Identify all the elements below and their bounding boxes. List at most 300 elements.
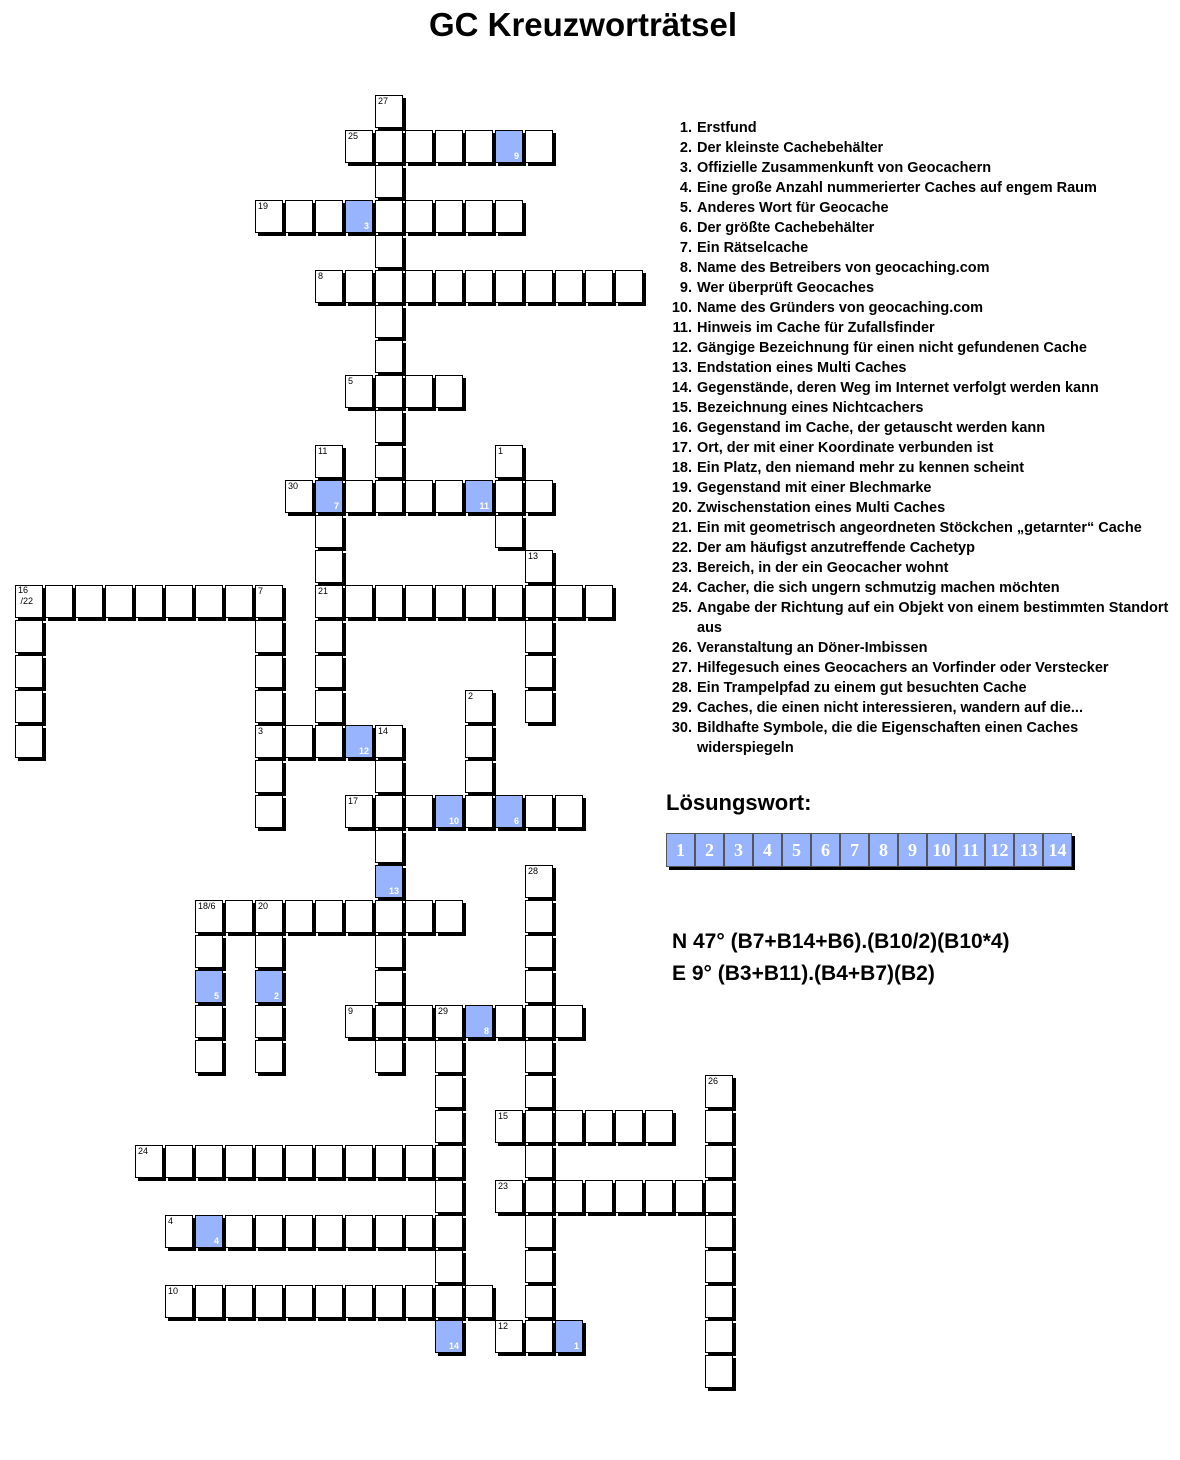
crossword-cell[interactable]	[345, 1005, 373, 1038]
crossword-cell[interactable]	[375, 830, 403, 863]
solution-word-cell[interactable]: 12	[985, 833, 1014, 867]
crossword-cell[interactable]	[525, 1040, 553, 1073]
clue-item-number: 3.	[679, 160, 692, 176]
crossword-cell[interactable]	[345, 130, 373, 163]
clue-item	[668, 458, 1173, 478]
crossword-cell[interactable]	[435, 585, 463, 618]
crossword-cell[interactable]	[255, 585, 283, 618]
crossword-cell[interactable]	[285, 1285, 313, 1318]
crossword-cell[interactable]	[315, 515, 343, 548]
crossword-cell[interactable]	[555, 1180, 583, 1213]
crossword-cell[interactable]	[405, 130, 433, 163]
crossword-cell[interactable]	[375, 760, 403, 793]
crossword-cell[interactable]	[705, 1075, 733, 1108]
crossword-cell[interactable]	[675, 1180, 703, 1213]
clue-item-text: Gängige Bezeichnung für einen nicht gefundenen Cache	[697, 340, 1087, 356]
crossword-cell[interactable]	[315, 725, 343, 758]
crossword-cell[interactable]	[345, 1285, 373, 1318]
crossword-cell[interactable]	[225, 1145, 253, 1178]
crossword-cell[interactable]	[645, 1110, 673, 1143]
clue-item-number: 16.	[671, 420, 692, 436]
crossword-cell[interactable]	[555, 795, 583, 828]
crossword-cell[interactable]	[705, 1355, 733, 1388]
crossword-cell[interactable]	[315, 270, 343, 303]
crossword-cell[interactable]	[435, 200, 463, 233]
crossword-cell[interactable]	[345, 795, 373, 828]
clue-item-text: Der größte Cachebehälter	[697, 220, 875, 236]
clue-item-text: Endstation eines Multi Caches	[697, 360, 907, 376]
clue-number: 9	[348, 1006, 354, 1016]
crossword-cell[interactable]	[525, 620, 553, 653]
crossword-cell[interactable]	[255, 935, 283, 968]
crossword-cell[interactable]	[645, 1180, 673, 1213]
clue-item-number: 23.	[671, 560, 692, 576]
solution-word-cell[interactable]: 1	[666, 833, 695, 867]
crossword-cell[interactable]	[15, 620, 43, 653]
crossword-cell[interactable]	[525, 1250, 553, 1283]
crossword-cell[interactable]	[435, 1145, 463, 1178]
crossword-cell[interactable]	[465, 270, 493, 303]
solution-word-cell[interactable]: 6	[811, 833, 840, 867]
crossword-cell[interactable]	[435, 130, 463, 163]
crossword-cell[interactable]	[375, 200, 403, 233]
crossword-cell[interactable]	[195, 1285, 223, 1318]
solution-index: 5	[213, 991, 219, 1001]
crossword-cell[interactable]	[705, 1180, 733, 1213]
crossword-cell[interactable]	[375, 1285, 403, 1318]
crossword-cell[interactable]	[375, 1040, 403, 1073]
clue-item-text: Ein Trampelpfad zu einem gut besuchten Cache	[697, 680, 1027, 696]
clue-item-number: 24.	[671, 580, 692, 596]
crossword-cell[interactable]	[405, 1215, 433, 1248]
clue-number: 11	[318, 446, 328, 456]
crossword-cell[interactable]	[435, 1005, 463, 1038]
clue-item	[668, 558, 1173, 578]
crossword-cell[interactable]	[615, 270, 643, 303]
crossword-cell[interactable]	[495, 445, 523, 478]
crossword-cell[interactable]	[255, 725, 283, 758]
crossword-cell[interactable]	[465, 130, 493, 163]
crossword-cell[interactable]	[375, 725, 403, 758]
crossword-cell[interactable]	[255, 900, 283, 933]
crossword-cell[interactable]	[105, 585, 133, 618]
crossword-cell[interactable]	[435, 480, 463, 513]
clue-item	[668, 498, 1173, 518]
crossword-cell[interactable]	[285, 1215, 313, 1248]
crossword-cell[interactable]	[315, 480, 343, 513]
crossword-cell[interactable]	[465, 1005, 493, 1038]
crossword-cell[interactable]	[705, 1250, 733, 1283]
crossword-cell[interactable]	[315, 655, 343, 688]
solution-index: 2	[273, 991, 279, 1001]
crossword-cell[interactable]	[405, 1145, 433, 1178]
clue-item-number: 27.	[671, 660, 692, 676]
crossword-cell[interactable]	[225, 1215, 253, 1248]
crossword-cell[interactable]	[435, 375, 463, 408]
clue-item	[668, 218, 1173, 238]
crossword-cell[interactable]	[255, 1040, 283, 1073]
crossword-cell[interactable]	[705, 1110, 733, 1143]
clue-number: 27	[378, 96, 389, 106]
crossword-cell[interactable]	[405, 200, 433, 233]
clue-number: 28	[528, 866, 539, 876]
crossword-cell[interactable]	[435, 1215, 463, 1248]
crossword-cell[interactable]	[495, 585, 523, 618]
crossword-cell[interactable]	[495, 1180, 523, 1213]
crossword-cell[interactable]	[315, 690, 343, 723]
crossword-cell[interactable]	[165, 585, 193, 618]
crossword-cell[interactable]	[15, 725, 43, 758]
crossword-cell[interactable]	[375, 795, 403, 828]
crossword-cell[interactable]	[255, 795, 283, 828]
clue-number: 12	[498, 1321, 509, 1331]
clue-item-text: Name des Gründers von geocaching.com	[697, 300, 984, 316]
crossword-cell[interactable]	[15, 690, 43, 723]
crossword-cell[interactable]	[165, 1215, 193, 1248]
clue-item	[668, 398, 1173, 418]
crossword-cell[interactable]	[405, 900, 433, 933]
clue-item	[668, 698, 1173, 718]
clue-number: 4	[168, 1216, 174, 1226]
crossword-cell[interactable]	[705, 1320, 733, 1353]
clue-item-text: Eine große Anzahl nummerierter Caches auf engem Raum	[697, 180, 1097, 196]
crossword-cell[interactable]	[315, 200, 343, 233]
clue-number: 30	[288, 481, 299, 491]
solution-word-cell[interactable]: 11	[956, 833, 985, 867]
crossword-cell[interactable]	[255, 970, 283, 1003]
clue-number: 13	[528, 551, 539, 561]
crossword-cell[interactable]	[195, 585, 223, 618]
clue-number: 29	[438, 1006, 449, 1016]
crossword-cell[interactable]	[555, 1110, 583, 1143]
crossword-cell[interactable]	[465, 725, 493, 758]
crossword-cell[interactable]	[615, 1110, 643, 1143]
crossword-cell[interactable]	[495, 130, 523, 163]
clue-number: 26	[708, 1076, 719, 1086]
crossword-cell[interactable]	[345, 375, 373, 408]
crossword-cell[interactable]	[255, 1145, 283, 1178]
solution-word-label: Lösungswort:	[666, 790, 812, 815]
crossword-cell[interactable]	[435, 795, 463, 828]
clue-item	[668, 198, 1173, 218]
crossword-cell[interactable]	[255, 200, 283, 233]
crossword-cell[interactable]	[525, 1075, 553, 1108]
crossword-cell[interactable]	[495, 1005, 523, 1038]
clue-number: 25	[348, 131, 359, 141]
crossword-cell[interactable]	[525, 1110, 553, 1143]
clue-item-number: 28.	[671, 680, 692, 696]
crossword-cell[interactable]	[525, 900, 553, 933]
solution-word-cell[interactable]: 10	[927, 833, 956, 867]
crossword-cell[interactable]	[135, 585, 163, 618]
crossword-cell[interactable]	[435, 1250, 463, 1283]
crossword-cell[interactable]	[405, 480, 433, 513]
crossword-cell[interactable]	[525, 480, 553, 513]
crossword-cell[interactable]	[15, 655, 43, 688]
clue-item-number: 8.	[679, 260, 692, 276]
clue-item	[668, 238, 1173, 258]
solution-index: 10	[448, 816, 459, 826]
clue-item-number: 6.	[679, 220, 692, 236]
crossword-cell[interactable]	[345, 900, 373, 933]
crossword-cell[interactable]	[465, 795, 493, 828]
solution-word-cell[interactable]: 2	[695, 833, 724, 867]
crossword-cell[interactable]	[585, 1180, 613, 1213]
clue-item-number: 22.	[671, 540, 692, 556]
clue-item-number: 20.	[671, 500, 692, 516]
solution-index: 3	[363, 221, 369, 231]
crossword-cell[interactable]	[525, 935, 553, 968]
crossword-cell[interactable]	[75, 585, 103, 618]
clue-item-text: Caches, die einen nicht interessieren, wandern auf die...	[697, 700, 1083, 716]
crossword-cell[interactable]	[405, 1285, 433, 1318]
crossword-cell[interactable]	[465, 760, 493, 793]
crossword-cell[interactable]	[405, 375, 433, 408]
solution-word-cell[interactable]: 4	[753, 833, 782, 867]
crossword-cell[interactable]	[525, 690, 553, 723]
crossword-cell[interactable]	[195, 970, 223, 1003]
crossword-cell[interactable]	[225, 900, 253, 933]
crossword-cell[interactable]	[255, 620, 283, 653]
clue-item-text: Zwischenstation eines Multi Caches	[697, 500, 946, 516]
crossword-cell[interactable]	[405, 270, 433, 303]
solution-word-cell[interactable]: 14	[1043, 833, 1072, 867]
crossword-cell[interactable]	[375, 1215, 403, 1248]
crossword-cell[interactable]	[225, 585, 253, 618]
crossword-cell[interactable]	[525, 655, 553, 688]
crossword-cell[interactable]	[405, 585, 433, 618]
clue-item	[668, 258, 1173, 278]
crossword-cell[interactable]	[195, 1005, 223, 1038]
crossword-cell[interactable]	[555, 1320, 583, 1353]
crossword-cell[interactable]	[495, 795, 523, 828]
crossword-cell[interactable]	[345, 1145, 373, 1178]
clue-number: 21	[318, 586, 329, 596]
solution-word-row	[666, 833, 1072, 867]
crossword-cell[interactable]	[375, 1005, 403, 1038]
clue-number: 17	[348, 796, 359, 806]
clue-item-number: 7.	[679, 240, 692, 256]
clue-item-number: 26.	[671, 640, 692, 656]
crossword-cell[interactable]	[555, 270, 583, 303]
clue-item-text: Bezeichnung eines Nichtcachers	[697, 400, 924, 416]
clue-item-text: Name des Betreibers von geocaching.com	[697, 260, 990, 276]
crossword-cell[interactable]	[15, 585, 43, 618]
crossword-cell[interactable]	[555, 585, 583, 618]
crossword-cell[interactable]	[375, 305, 403, 338]
crossword-cell[interactable]	[585, 270, 613, 303]
crossword-cell[interactable]	[195, 1215, 223, 1248]
clue-item	[668, 318, 1173, 338]
clue-item-text: Hilfegesuch eines Geocachers an Vorfinder oder Verstecker	[697, 660, 1109, 676]
page-title: GC Kreuzworträtsel	[428, 6, 738, 43]
solution-word-cell[interactable]: 5	[782, 833, 811, 867]
crossword-cell[interactable]	[285, 480, 313, 513]
crossword-cell[interactable]	[525, 1285, 553, 1318]
crossword-cell[interactable]	[285, 1145, 313, 1178]
crossword-cell[interactable]	[525, 1215, 553, 1248]
crossword-cell[interactable]	[375, 970, 403, 1003]
clue-number: 2	[468, 691, 474, 701]
crossword-cell[interactable]	[315, 585, 343, 618]
crossword-cell[interactable]	[495, 515, 523, 548]
crossword-cell[interactable]	[465, 1285, 493, 1318]
crossword-cell[interactable]	[375, 585, 403, 618]
crossword-cell[interactable]	[345, 480, 373, 513]
clue-item-number: 19.	[671, 480, 692, 496]
coordinate-north: N 47° (B7+B14+B6).(B10/2)(B10*4)	[672, 930, 1010, 953]
solution-index: 7	[333, 501, 339, 511]
crossword-cell[interactable]	[435, 900, 463, 933]
crossword-cell[interactable]	[345, 200, 373, 233]
crossword-cell[interactable]	[525, 795, 553, 828]
crossword-cell[interactable]	[375, 340, 403, 373]
crossword-cell[interactable]	[225, 1285, 253, 1318]
crossword-cell[interactable]	[705, 1285, 733, 1318]
crossword-cell[interactable]	[435, 1040, 463, 1073]
crossword-cell[interactable]	[195, 1145, 223, 1178]
crossword-cell[interactable]	[405, 795, 433, 828]
crossword-cell[interactable]	[525, 585, 553, 618]
solution-word-cell[interactable]: 3	[724, 833, 753, 867]
crossword-cell[interactable]	[345, 1215, 373, 1248]
crossword-cell[interactable]	[555, 1005, 583, 1038]
crossword-cell[interactable]	[195, 1040, 223, 1073]
crossword-cell[interactable]	[345, 725, 373, 758]
crossword-cell[interactable]	[375, 130, 403, 163]
crossword-cell[interactable]	[525, 550, 553, 583]
clue-number: 15	[498, 1111, 509, 1121]
crossword-cell[interactable]	[465, 200, 493, 233]
crossword-cell[interactable]	[525, 130, 553, 163]
solution-word-cell[interactable]: 7	[840, 833, 869, 867]
crossword-cell[interactable]	[255, 1285, 283, 1318]
clue-item-number: 5.	[679, 200, 692, 216]
clue-item-number: 4.	[679, 180, 692, 196]
crossword-cell[interactable]	[345, 270, 373, 303]
crossword-cell[interactable]	[375, 865, 403, 898]
solution-word-cell[interactable]: 13	[1014, 833, 1043, 867]
solution-word-cell[interactable]: 8	[869, 833, 898, 867]
clue-item-text: Hinweis im Cache für Zufallsfinder	[697, 320, 935, 336]
crossword-cell[interactable]	[465, 585, 493, 618]
crossword-cell[interactable]	[45, 585, 73, 618]
crossword-cell[interactable]	[525, 865, 553, 898]
clue-number: 3	[258, 726, 264, 736]
crossword-cell[interactable]	[255, 1005, 283, 1038]
clue-item-number: 13.	[671, 360, 692, 376]
crossword-cell[interactable]	[375, 410, 403, 443]
crossword-cell[interactable]	[525, 1005, 553, 1038]
crossword-cell[interactable]	[495, 1320, 523, 1353]
crossword-cell[interactable]	[285, 900, 313, 933]
crossword-cell[interactable]	[315, 550, 343, 583]
clue-number: 24	[138, 1146, 149, 1156]
crossword-cell[interactable]	[195, 935, 223, 968]
crossword-cell[interactable]	[255, 1215, 283, 1248]
crossword-cell[interactable]	[435, 1320, 463, 1353]
crossword-cell[interactable]	[285, 200, 313, 233]
solution-index: 6	[513, 816, 519, 826]
crossword-cell[interactable]	[435, 1110, 463, 1143]
crossword-cell[interactable]	[315, 445, 343, 478]
coordinate-east: E 9° (B3+B11).(B4+B7)(B2)	[672, 962, 935, 985]
crossword-cell[interactable]	[435, 1075, 463, 1108]
clue-item-text: Der am häufigst anzutreffende Cachetyp	[697, 540, 975, 556]
crossword-cell[interactable]	[375, 1145, 403, 1178]
crossword-cell[interactable]	[345, 585, 373, 618]
solution-word-cell[interactable]: 9	[898, 833, 927, 867]
crossword-cell[interactable]	[375, 480, 403, 513]
crossword-cell[interactable]	[435, 1180, 463, 1213]
crossword-cell[interactable]	[255, 760, 283, 793]
crossword-cell[interactable]	[465, 480, 493, 513]
crossword-cell[interactable]	[465, 690, 493, 723]
crossword-cell[interactable]	[165, 1285, 193, 1318]
crossword-cell[interactable]	[525, 270, 553, 303]
crossword-cell[interactable]	[375, 95, 403, 128]
crossword-cell[interactable]	[705, 1145, 733, 1178]
clue-item	[668, 718, 1173, 758]
clue-list	[668, 118, 1173, 758]
clue-number: 16 /22	[18, 585, 34, 606]
crossword-cell[interactable]	[435, 1285, 463, 1318]
crossword-cell[interactable]	[195, 900, 223, 933]
crossword-cell[interactable]	[525, 970, 553, 1003]
crossword-cell[interactable]	[495, 200, 523, 233]
crossword-cell[interactable]	[375, 375, 403, 408]
crossword-cell[interactable]	[375, 445, 403, 478]
clue-number: 14	[378, 726, 389, 736]
crossword-cell[interactable]	[165, 1145, 193, 1178]
clue-item-number: 21.	[671, 520, 692, 536]
crossword-cell[interactable]	[495, 480, 523, 513]
crossword-cell[interactable]	[135, 1145, 163, 1178]
crossword-cell[interactable]	[375, 165, 403, 198]
crossword-cell[interactable]	[585, 1110, 613, 1143]
crossword-cell[interactable]	[375, 900, 403, 933]
clue-item	[668, 378, 1173, 398]
crossword-cell[interactable]	[315, 900, 343, 933]
clue-item-number: 14.	[671, 380, 692, 396]
crossword-cell[interactable]	[375, 935, 403, 968]
crossword-cell[interactable]	[705, 1215, 733, 1248]
crossword-cell[interactable]	[255, 690, 283, 723]
clue-number: 18/6	[198, 901, 216, 911]
crossword-cell[interactable]	[495, 1110, 523, 1143]
crossword-cell[interactable]	[405, 1005, 433, 1038]
crossword-cell[interactable]	[315, 1145, 343, 1178]
clue-number: 20	[258, 901, 269, 911]
crossword-cell[interactable]	[615, 1180, 643, 1213]
clue-item	[668, 118, 1173, 138]
crossword-cell[interactable]	[315, 1215, 343, 1248]
crossword-cell[interactable]	[525, 1145, 553, 1178]
crossword-cell[interactable]	[585, 585, 613, 618]
crossword-cell[interactable]	[525, 1320, 553, 1353]
crossword-cell[interactable]	[375, 235, 403, 268]
crossword-cell[interactable]	[375, 270, 403, 303]
crossword-cell[interactable]	[255, 655, 283, 688]
crossword-cell[interactable]	[315, 1285, 343, 1318]
crossword-cell[interactable]	[495, 270, 523, 303]
crossword-cell[interactable]	[435, 270, 463, 303]
crossword-cell[interactable]	[285, 725, 313, 758]
clue-item	[668, 338, 1173, 358]
clue-number: 8	[318, 271, 324, 281]
crossword-cell[interactable]	[525, 1180, 553, 1213]
crossword-cell[interactable]	[315, 620, 343, 653]
